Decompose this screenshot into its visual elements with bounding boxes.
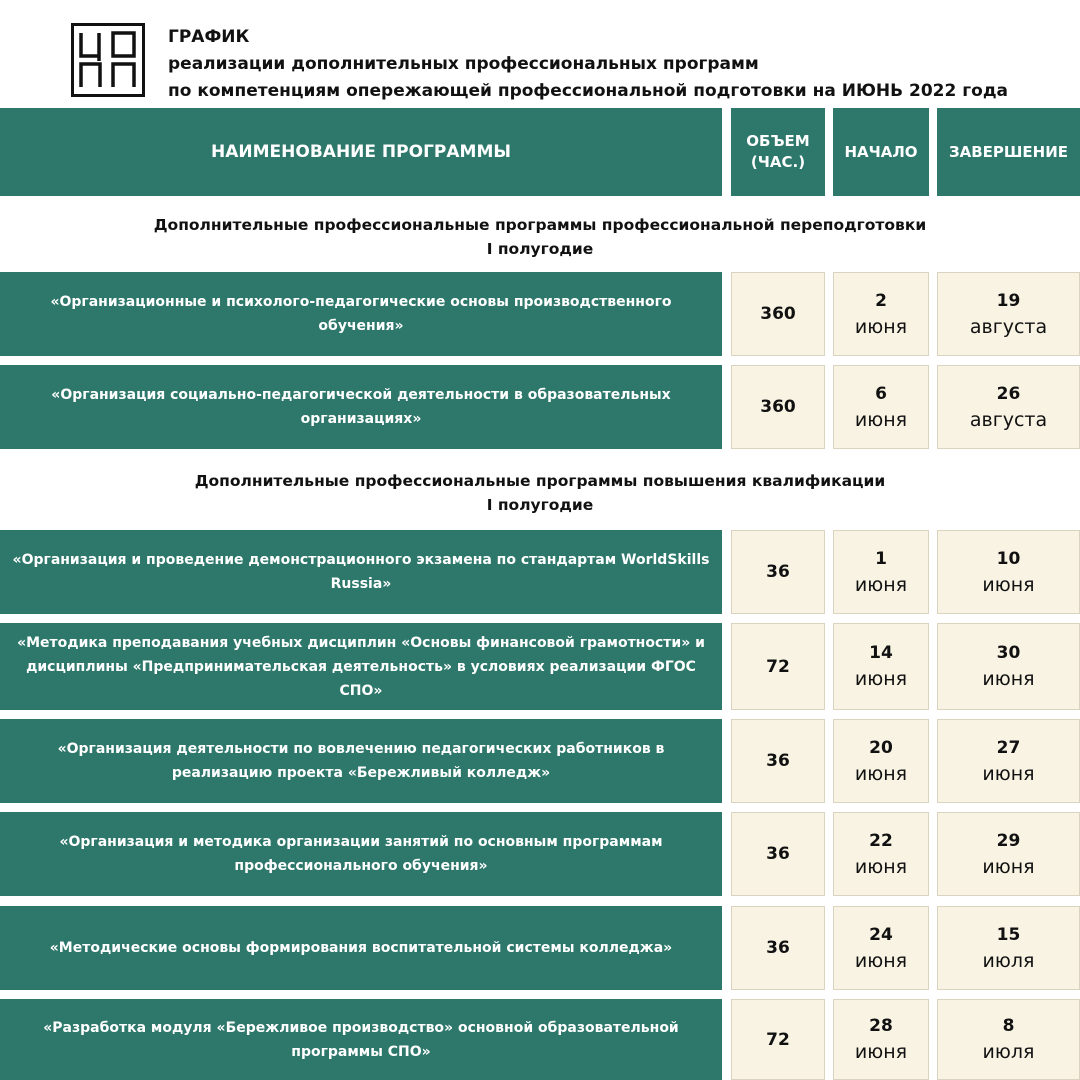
section-title: Дополнительные профессиональные программы профессиональной переподготовки (153, 216, 927, 234)
header-volume (731, 108, 825, 196)
start-month: июня (854, 949, 908, 972)
start-day: 24 (869, 924, 893, 945)
program-name: «Организация и проведение демонстрационного экзамена по стандартам WorldSkills Russia» (0, 530, 722, 614)
program-name: «Организация деятельности по вовлечению педагогических работников в реализацию проекта «Бережливый колледж» (0, 719, 722, 803)
end-day: 19 (996, 290, 1021, 311)
end-day: 26 (996, 383, 1021, 404)
program-start (833, 906, 929, 990)
page-title (168, 24, 1068, 105)
header-end (937, 108, 1080, 196)
header-start (833, 108, 929, 196)
header-name (0, 108, 722, 196)
program-end (937, 812, 1080, 896)
end-day: 15 (996, 924, 1021, 945)
title-line-3: по компетенциям опережающей профессиональной подготовки на ИЮНЬ 2022 года (168, 81, 1009, 101)
program-name: «Разработка модуля «Бережливое производство» основной образовательной программы СПО» (0, 999, 722, 1080)
end-day: 27 (996, 737, 1021, 758)
header-volume-line2: (ЧАС.) (750, 153, 806, 171)
section-heading (0, 469, 1080, 517)
program-start (833, 530, 929, 614)
end-day: 8 (1002, 1016, 1015, 1036)
program-end (937, 623, 1080, 710)
start-day: 14 (869, 643, 893, 663)
program-name: «Организация социально-педагогической деятельности в образовательных организациях» (0, 365, 722, 449)
end-month: августа (969, 315, 1048, 338)
program-start (833, 365, 929, 449)
program-volume: 72 (731, 999, 825, 1080)
start-day: 28 (869, 1016, 893, 1036)
end-month: августа (969, 408, 1048, 431)
program-end (937, 365, 1080, 449)
header-start-label: НАЧАЛО (844, 142, 918, 161)
program-end (937, 719, 1080, 803)
start-month: июня (854, 762, 908, 785)
end-month: июня (982, 855, 1035, 878)
program-volume: 360 (731, 365, 825, 449)
program-start (833, 623, 929, 710)
program-volume: 36 (731, 530, 825, 614)
program-start (833, 812, 929, 896)
start-day: 20 (869, 737, 893, 758)
program-name: «Методические основы формирования воспитательной системы колледжа» (0, 906, 722, 990)
title-line-1: ГРАФИК (168, 27, 250, 47)
start-day: 6 (875, 383, 887, 404)
start-day: 22 (869, 830, 893, 851)
program-end (937, 999, 1080, 1080)
end-month: июня (982, 668, 1035, 690)
section-subtitle: I полугодие (486, 496, 594, 514)
program-volume: 72 (731, 623, 825, 710)
end-month: июня (982, 573, 1035, 596)
program-name: «Организационные и психолого-педагогические основы производственного обучения» (0, 272, 722, 356)
start-month: июня (854, 315, 908, 338)
start-month: июня (854, 855, 908, 878)
copp-logo (71, 23, 145, 97)
title-line-2: реализации дополнительных профессиональных программ (168, 54, 759, 74)
section-heading (0, 213, 1080, 261)
end-day: 10 (996, 548, 1021, 569)
program-end (937, 272, 1080, 356)
program-start (833, 719, 929, 803)
program-end (937, 906, 1080, 990)
start-month: июня (854, 408, 908, 431)
program-volume: 36 (731, 812, 825, 896)
program-start (833, 999, 929, 1080)
start-month: июня (854, 1041, 908, 1063)
end-month: июля (982, 1041, 1035, 1063)
header-volume-line1: ОБЪЕМ (746, 132, 810, 150)
program-start (833, 272, 929, 356)
end-day: 30 (996, 643, 1021, 663)
start-day: 1 (875, 548, 887, 569)
program-volume: 36 (731, 719, 825, 803)
header-name-label: НАИМЕНОВАНИЕ ПРОГРАММЫ (211, 141, 511, 162)
program-name: «Методика преподавания учебных дисциплин «Основы финансовой грамотности» и дисциплины «Предпринимательская деятельность» в условиях реализации ФГОС СПО» (0, 623, 722, 710)
end-month: июня (982, 762, 1035, 785)
start-day: 2 (875, 290, 887, 311)
program-volume: 360 (731, 272, 825, 356)
program-end (937, 530, 1080, 614)
section-subtitle: I полугодие (486, 240, 594, 258)
section-title: Дополнительные профессиональные программы повышения квалификации (194, 472, 886, 490)
program-name: «Организация и методика организации занятий по основным программам профессионального обучения» (0, 812, 722, 896)
start-month: июня (854, 573, 908, 596)
end-month: июля (982, 949, 1035, 972)
end-day: 29 (996, 830, 1021, 851)
header-end-label: ЗАВЕРШЕНИЕ (948, 142, 1069, 161)
program-volume: 36 (731, 906, 825, 990)
start-month: июня (854, 668, 908, 690)
